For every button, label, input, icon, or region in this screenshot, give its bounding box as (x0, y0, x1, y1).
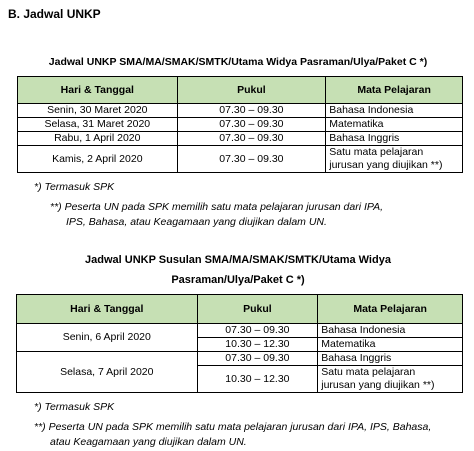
subject-cell: Bahasa Indonesia (318, 324, 463, 338)
subject-cell (326, 146, 463, 173)
header-date: Hari & Tanggal (18, 77, 178, 104)
time-cell: 07.30 – 09.30 (177, 132, 326, 146)
table-row (18, 118, 463, 132)
section-heading: B. Jadwal UNKP (8, 7, 101, 21)
time-cell: 07.30 – 09.30 (177, 104, 326, 118)
table-row (17, 324, 463, 338)
subject-cell (318, 366, 463, 393)
table-row (18, 146, 463, 173)
header-subject: Mata Pelajaran (326, 77, 463, 104)
date-cell: Kamis, 2 April 2020 (18, 146, 178, 173)
header-subject: Mata Pelajaran (318, 295, 463, 324)
header-time: Pukul (197, 295, 318, 324)
subject-cell: Matematika (318, 338, 463, 352)
table-row (17, 352, 463, 366)
table-row (18, 132, 463, 146)
footnote-line: atau Keagamaan yang diujikan dalam UN. (50, 436, 247, 448)
subject-line: jurusan yang diujikan **) (321, 379, 435, 391)
subject-cell: Matematika (326, 118, 463, 132)
subject-cell: Bahasa Inggris (318, 352, 463, 366)
subject-line: Satu mata pelajaran (321, 366, 416, 378)
date-cell: Senin, 6 April 2020 (17, 324, 198, 352)
footnote-line: **) Peserta UN pada SPK memilih satu mata pelajaran jurusan dari IPA, IPS, Bahasa, (34, 421, 432, 433)
time-cell: 07.30 – 09.30 (177, 118, 326, 132)
footnote-spk: *) Termasuk SPK (34, 401, 115, 413)
table-header-row (17, 295, 463, 324)
time-cell: 10.30 – 12.30 (197, 338, 318, 352)
footnote-line: **) Peserta UN pada SPK memilih satu mata pelajaran jurusan dari IPA, (50, 201, 384, 213)
footnote-spk: *) Termasuk SPK (34, 181, 115, 193)
time-cell: 10.30 – 12.30 (197, 366, 318, 393)
table2-title-line: Jadwal UNKP Susulan SMA/MA/SMAK/SMTK/Utama Widya (85, 254, 391, 266)
subject-line: Satu mata pelajaran (329, 146, 424, 158)
footnote-line: IPS, Bahasa, atau Keagamaan yang diujikan dalam UN. (66, 216, 327, 228)
time-cell: 07.30 – 09.30 (197, 324, 318, 338)
date-cell: Senin, 30 Maret 2020 (18, 104, 178, 118)
table1-title: Jadwal UNKP SMA/MA/SMAK/SMTK/Utama Widya Pasraman/Ulya/Paket C *) (48, 56, 428, 68)
table2-title-line: Pasraman/Ulya/Paket C *) (171, 274, 305, 286)
footnote-un (50, 200, 383, 230)
date-cell: Selasa, 7 April 2020 (17, 352, 198, 393)
time-cell: 07.30 – 09.30 (197, 352, 318, 366)
schedule-table-1 (17, 76, 463, 173)
date-cell: Rabu, 1 April 2020 (18, 132, 178, 146)
footnote-un (34, 420, 431, 450)
subject-line: jurusan yang diujikan **) (329, 159, 443, 171)
time-cell: 07.30 – 09.30 (177, 146, 326, 173)
header-date: Hari & Tanggal (17, 295, 198, 324)
schedule-table-2 (16, 294, 463, 393)
table-row (18, 104, 463, 118)
subject-cell: Bahasa Indonesia (326, 104, 463, 118)
table-header-row (18, 77, 463, 104)
header-time: Pukul (177, 77, 326, 104)
subject-cell: Bahasa Inggris (326, 132, 463, 146)
table2-title (8, 254, 468, 286)
date-cell: Selasa, 31 Maret 2020 (18, 118, 178, 132)
